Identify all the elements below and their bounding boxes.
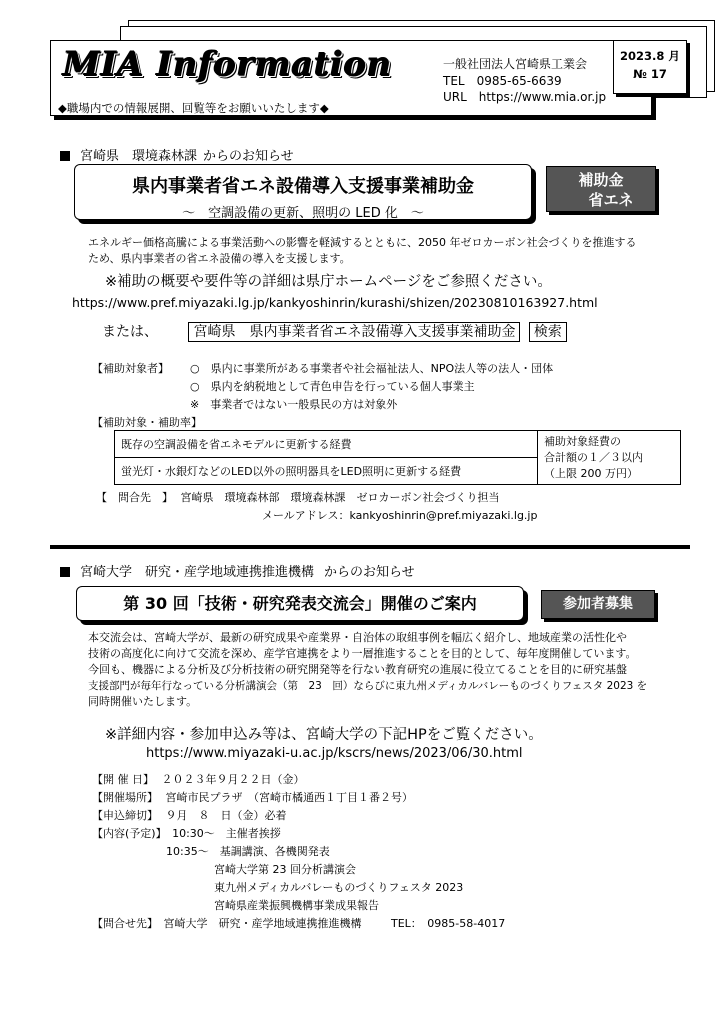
notice1-tag-line1: 補助金: [578, 171, 624, 189]
subsidy-rate-line2: 合計額の１／３以内: [544, 450, 643, 464]
notice1-subtitle: ～ 空調設備の更新、照明の LED 化 ～: [182, 206, 424, 221]
notice2-intro-line: 本交流会は、宮崎大学が、最新の研究成果や産業界・自治体の取組事例を幅広く紹介し、地域産業の活性化や: [88, 631, 627, 644]
notice1-intro-line1: エネルギー価格高騰による事業活動への影響を軽減するとともに、2050 年ゼロカーボン社会づくりを推進する: [88, 236, 637, 249]
program-subitem: 宮崎県産業振興機構事業成果報告: [214, 899, 379, 912]
section-divider: [50, 545, 690, 549]
contact-text: 宮崎大学 研究・産学地域連携推進機構: [163, 917, 362, 930]
header-tagline: ◆職場内での情報展開、回覧等をお願いいたします◆: [58, 101, 329, 115]
notice2-source-org: 宮崎大学 研究・産学地域連携推進機構: [80, 565, 315, 580]
event-details: [92, 771, 413, 843]
notice2-tag: 参加者募集: [541, 590, 655, 619]
notice1-contact: [96, 489, 500, 507]
notice2-contact: [92, 915, 505, 933]
event-date: ２０２３年９月２２日（金）: [161, 773, 305, 786]
program-subitem: 東九州メディカルバレーものづくりフェスタ 2023: [214, 881, 464, 894]
search-button[interactable]: 検索: [529, 322, 567, 342]
subsidy-table: [114, 430, 681, 485]
logo: MIA Information: [62, 44, 392, 84]
notice1-intro: [88, 235, 688, 267]
square-bullet-icon: [60, 567, 70, 577]
event-date-row: [92, 771, 413, 789]
notice2-intro: [88, 630, 698, 710]
notice1-source-org: 宮崎県 環境森林課: [80, 149, 198, 164]
square-bullet-icon: [60, 151, 70, 161]
notice1-search: [102, 321, 567, 341]
notice1-detail-note: ※補助の概要や要件等の詳細は県庁ホームページをご参照ください。: [105, 274, 552, 290]
target-item: ※ 事業者ではない一般県民の方は対象外: [190, 398, 398, 411]
event-deadline: ９月 ８ 日（金）必着: [165, 809, 287, 822]
notice1-tag-line2: 省エネ: [588, 191, 634, 209]
subsidy-item: 既存の空調設備を省エネモデルに更新する経費: [115, 431, 538, 458]
subsidy-rate-cell: [538, 431, 681, 485]
date-label: 【開 催 日】: [92, 773, 154, 786]
issue-badge: [613, 40, 687, 94]
event-deadline-row: [92, 807, 413, 825]
notice2-detail-url[interactable]: https://www.miyazaki-u.ac.jp/kscrs/news/2023/06/30.html: [146, 746, 523, 761]
notice1-mail[interactable]: メールアドレス：kankyoshinrin@pref.miyazaki.lg.jp: [262, 509, 538, 522]
org-info: [443, 56, 606, 106]
notice2-intro-line: 技術の高度化に向けて交流を深め、産学官連携をより一層推進することを目的として、毎年度開催しています。: [88, 647, 637, 660]
issue-date: 2023.8 月: [620, 49, 680, 63]
program-label: 【内容(予定)】: [92, 827, 167, 840]
program-item: 10:30～ 主催者挨拶: [172, 827, 281, 840]
program-item: 10:35～ 基調講演、各機関発表: [166, 845, 330, 858]
notice2-intro-line: 同時開催いたします。: [88, 695, 198, 708]
notice2-heading: [60, 561, 415, 580]
org-url[interactable]: URL https://www.mia.or.jp: [443, 90, 607, 104]
notice1-tag: [546, 166, 656, 212]
notice1-detail-url[interactable]: https://www.pref.miyazaki.lg.jp/kankyoshinrin/kurashi/shizen/20230810163927.html: [72, 295, 598, 310]
notice2-source-suffix: からのお知らせ: [324, 565, 415, 580]
notice1-heading: [60, 145, 294, 164]
contact-text: 宮崎県 環境森林部 環境森林課 ゼロカーボン社会づくり担当: [180, 491, 500, 504]
program-subitem: 宮崎大学第 23 回分析講演会: [214, 863, 356, 876]
notice1-source-suffix: からのお知らせ: [203, 149, 294, 164]
event-venue-row: [92, 789, 413, 807]
notice2-intro-line: 今回も、機器による分析及び分析技術の研究開発等を行ない教育研究の進展に役立てることを目的に研究基盤: [88, 663, 627, 676]
issue-number: № 17: [633, 67, 667, 81]
subsidy-item: 蛍光灯・水銀灯などのLED以外の照明器具をLED照明に更新する経費: [115, 458, 538, 485]
contact-label: 【 問合先 】: [96, 491, 173, 504]
subsidy-rate-line3: （上限 200 万円）: [544, 466, 638, 480]
notice2-detail-note: ※詳細内容・参加申込み等は、宮崎大学の下記HPをご覧ください。: [105, 727, 543, 743]
search-keyword-box[interactable]: 宮崎県 県内事業者省エネ設備導入支援事業補助金: [188, 322, 520, 342]
or-label: または、: [102, 324, 158, 340]
event-program-row: [92, 825, 413, 843]
target-label: 【補助対象者】: [92, 362, 169, 375]
target-list: [190, 360, 553, 414]
notice2-title: 第 30 回「技術・研究発表交流会」開催のご案内: [76, 586, 524, 621]
subsidy-rate-line1: 補助対象経費の: [544, 434, 621, 448]
program-item: [214, 861, 463, 915]
target-item: ○ 県内に事業所がある事業者や社会福祉法人、NPO法人等の法人・団体: [190, 362, 554, 375]
notice1-intro-line2: ため、県内事業者の省エネ設備の導入を支援します。: [88, 252, 351, 265]
contact-tel: TEL： 0985-58-4017: [391, 917, 506, 930]
venue-label: 【開催場所】: [92, 791, 158, 804]
deadline-label: 【申込締切】: [92, 809, 158, 822]
notice1-title: 県内事業者省エネ設備導入支援事業補助金: [132, 176, 474, 197]
org-name: 一般社団法人宮崎県工業会: [443, 57, 588, 71]
event-venue: 宮崎市民プラザ （宮崎市橘通西１丁目１番２号）: [165, 791, 413, 804]
target-item: ○ 県内を納税地として青色申告を行っている個人事業主: [190, 380, 475, 393]
notice1-title-box: [74, 164, 532, 220]
rate-label: 【補助対象・補助率】: [92, 416, 202, 429]
notice2-intro-line: 支援部門が毎年行なっている分析講演会（第 23 回）ならびに東九州メディカルバレーものづくりフェスタ 2023 を: [88, 680, 648, 692]
org-tel: TEL 0985-65-6639: [443, 73, 562, 88]
contact-label: 【問合せ先】: [92, 917, 158, 930]
